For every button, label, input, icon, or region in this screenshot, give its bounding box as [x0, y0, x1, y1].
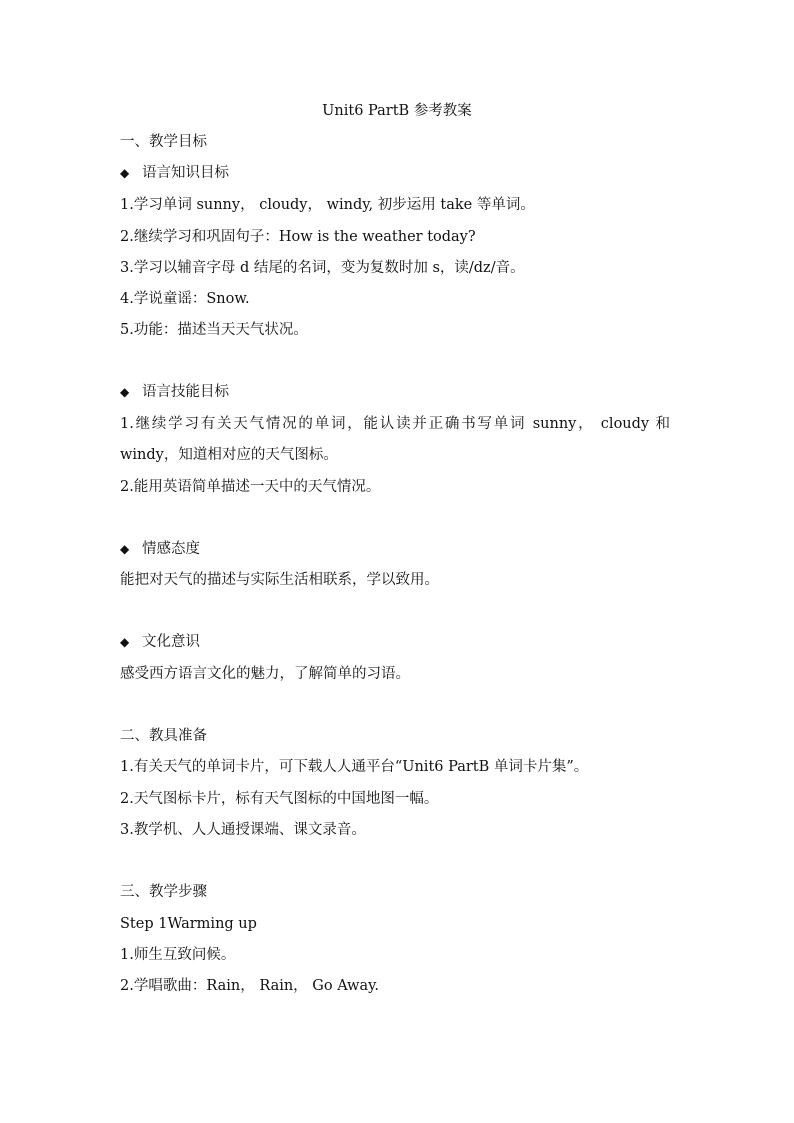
diamond-bullet-icon: ◆	[120, 166, 130, 180]
diamond-bullet-icon: ◆	[120, 635, 130, 649]
attitude-heading	[120, 539, 680, 559]
skills-item: 2.能用英语简单描述一天中的天气情况。	[120, 479, 381, 495]
preparation-item: 3.教学机、人人通授课端、课文录音。	[120, 822, 366, 838]
step-item: 1.师生互致问候。	[120, 947, 236, 963]
knowledge-objectives-heading	[120, 163, 680, 183]
skills-item-line: windy，知道相对应的天气图标。	[120, 447, 338, 463]
knowledge-item: 4.学说童谣：Snow.	[120, 291, 250, 307]
knowledge-item: 5.功能：描述当天天气状况。	[120, 322, 308, 338]
preparation-item: 2.天气图标卡片，标有天气图标的中国地图一幅。	[120, 791, 439, 807]
culture-text: 感受西方语言文化的魅力，了解简单的习语。	[120, 666, 410, 682]
diamond-bullet-icon: ◆	[120, 542, 130, 556]
preparation-heading: 二、教具准备	[120, 728, 207, 744]
objectives-heading: 一、教学目标	[120, 134, 207, 150]
preparation-item: 1.有关天气的单词卡片，可下载人人通平台“Unit6 PartB 单词卡片集”。	[120, 759, 589, 775]
culture-heading-text: 文化意识	[142, 634, 200, 650]
knowledge-heading-text: 语言知识目标	[142, 165, 229, 181]
diamond-bullet-icon: ◆	[120, 385, 130, 399]
attitude-text: 能把对天气的描述与实际生活相联系，学以致用。	[120, 572, 439, 588]
knowledge-item: 1.学习单词 sunny， cloudy， windy, 初步运用 take 等单词。	[120, 197, 535, 213]
document-title: Unit6 PartB 参考教案	[322, 103, 472, 119]
attitude-heading-text: 情感态度	[142, 541, 200, 557]
steps-heading: 三、教学步骤	[120, 884, 207, 900]
step-item: 2.学唱歌曲：Rain， Rain， Go Away.	[120, 978, 379, 994]
skills-objectives-heading	[120, 382, 680, 402]
knowledge-item: 3.学习以辅音字母 d 结尾的名词，变为复数时加 s，读/dz/音。	[120, 260, 525, 276]
culture-heading	[120, 632, 680, 652]
skills-item-line: 1.继续学习有关天气情况的单词，能认读并正确书写单词 sunny， cloudy 和	[120, 416, 670, 432]
skills-heading-text: 语言技能目标	[142, 384, 229, 400]
knowledge-item: 2.继续学习和巩固句子：How is the weather today?	[120, 229, 476, 245]
step-title: Step 1Warming up	[120, 916, 257, 932]
